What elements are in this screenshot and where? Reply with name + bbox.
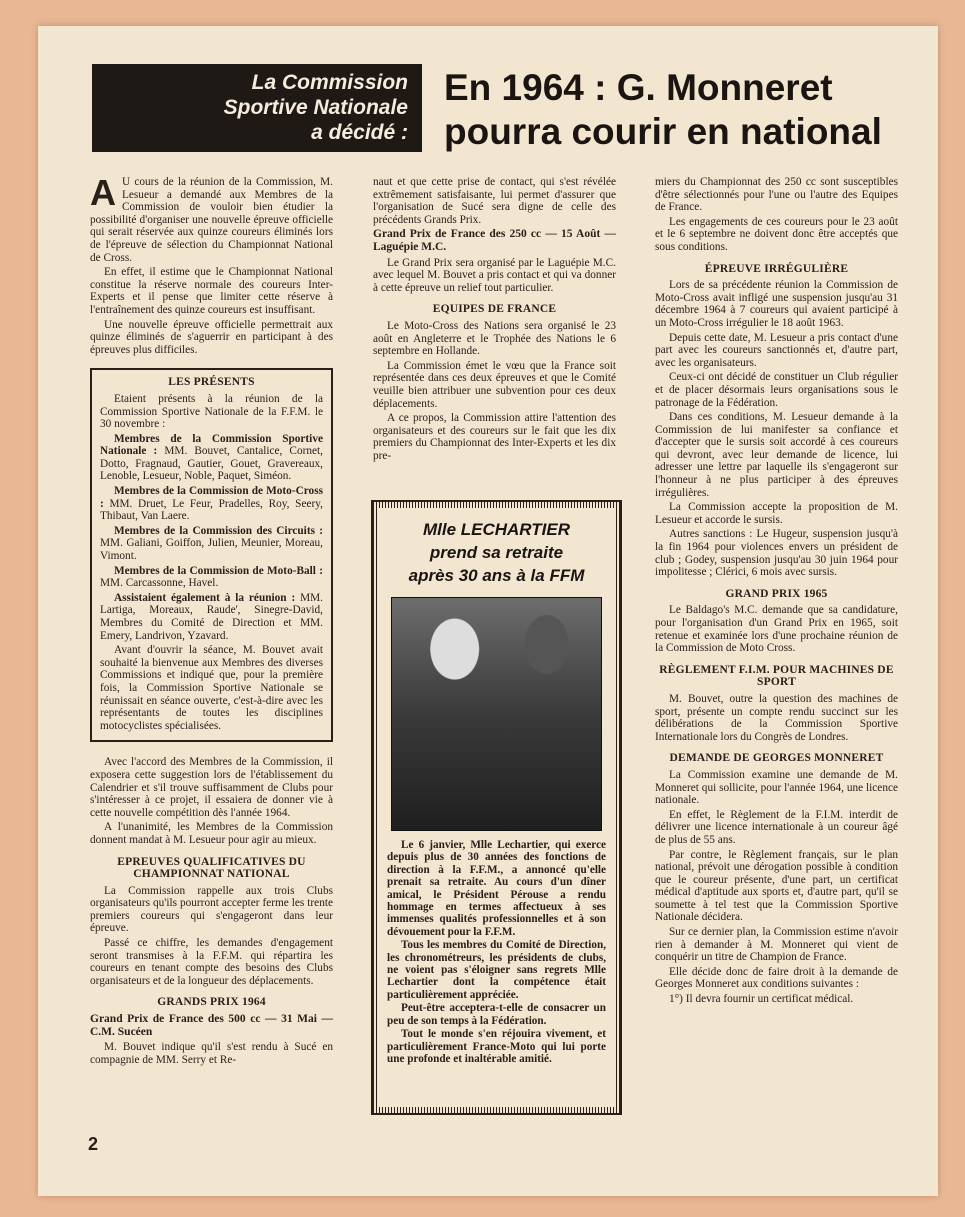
paragraph: La Commission émet le vœu que la France soit représentée dans ces deux épreuves et que le Comité veuille bien attribuer une subvention pour ces deux déplacements. — [373, 359, 616, 410]
kicker-line-2: Sportive Nationale — [223, 96, 408, 119]
drop-cap: A — [90, 172, 116, 213]
feature-inner — [379, 508, 614, 1107]
paragraph: M. Bouvet indique qu'il s'est rendu à Sucé en compagnie de MM. Serry et Re- — [90, 1041, 333, 1066]
sub-heading: Grand Prix de France des 250 cc — 15 Août — Laguépie M.C. — [373, 228, 616, 253]
paragraph: Passé ce chiffre, les demandes d'engagement seront transmises à la F.F.M. qui répartira les coureurs en tenant compte des besoins des Clubs organisateurs et de la longueur des déplacements. — [90, 937, 333, 987]
attendee-group: Membres de la Commission de Moto-Ball : MM. Carcassonne, Havel. — [100, 564, 323, 590]
paragraph: A ce propos, la Commission attire l'attention des organisateurs et des coureurs sur le fait que les dix premiers du Championnat des Inter-Experts et les dix pre- — [373, 412, 616, 462]
paragraph: La Commission examine une demande de M. Monneret qui sollicite, pour l'année 1964, une licence nationale. — [655, 768, 898, 807]
kicker-line-1: La Commission — [251, 71, 408, 94]
paragraph: Etaient présents à la réunion de la Commission Sportive Nationale de la F.F.M. le 30 novembre : — [100, 392, 323, 431]
intro-paragraph: A U cours de la réunion de la Commission, M. Lesueur a demandé aux Membres de la Commission de vouloir bien étudier la possibilité d'organiser une nouvelle épreuve officielle qui serait réservée aux quinze coureurs éliminés lors de l'épreuve de sélection du Championnat National de Cross. — [90, 172, 333, 264]
paragraph: La Commission rappelle aux trois Clubs organisateurs qu'ils pourront accepter ferme les trente premiers coureurs qui s'engageront dans leur épreuve. — [90, 884, 333, 935]
feature-title-line: Mlle LECHARTIER — [422, 520, 571, 539]
feature-title-line: après 30 ans à la FFM — [408, 566, 585, 585]
paragraph: naut et que cette prise de contact, qui s'est révélée extrêmement satisfaisante, lui permet d'assurer que l'organisation de Sucé sera digne de celle des précédents Grands Prix. — [373, 176, 616, 226]
section-heading: GRAND PRIX 1965 — [725, 587, 828, 600]
feature-photo — [391, 597, 602, 831]
headline — [444, 66, 914, 154]
paragraph: En effet, le Règlement de la F.I.M. interdit de délivrer une licence internationale à un coureur âgé de plus de 55 ans. — [655, 808, 898, 846]
section-heading: RÈGLEMENT F.I.M. POUR MACHINES DE SPORT — [659, 663, 894, 689]
paragraph: M. Bouvet, outre la question des machines de sport, présente un compte rendu succinct sur les délibérations de la Commission Sportive Internationale lors du Congrès de Londres. — [655, 692, 898, 743]
column-2 — [373, 176, 616, 464]
section-heading: EPREUVES QUALIFICATIVES DU CHAMPIONNAT NATIONAL — [117, 855, 306, 881]
paragraph: Autres sanctions : Le Hugeur, suspension jusqu'à la fin 1964 pour violences envers un président de club ; Godey, suspension jusqu'au 30 juin 1964 pour impolitesse ; Clérici, 6 mois avec sursis. — [655, 528, 898, 579]
feature-title — [387, 518, 606, 587]
feature-text — [387, 839, 606, 1065]
paragraph: Les engagements de ces coureurs pour le 23 août et le 6 septembre ne doivent donc être acceptés que sous conditions. — [655, 215, 898, 253]
attendee-group: Membres de la Commission des Circuits : MM. Galiani, Goiffon, Julien, Meunier, Moreau, Vimont. — [100, 524, 323, 563]
paragraph: Tout le monde s'en réjouira vivement, et particulièrement France-Moto qui lui porte une profonde et inaltérable amitié. — [387, 1028, 606, 1065]
paragraph: Le 6 janvier, Mlle Lechartier, qui exerce depuis plus de 30 années des fonctions de direction à la F.F.M., a annoncé qu'elle prenait sa retraite. Au cours d'un dîner amical, le Président Pérouse a rendu hommage en termes affectueux à ses immenses qualités professionnelles et à son dévouement pour la F.F.M. — [387, 839, 606, 938]
paragraph: Le Baldago's M.C. demande que sa candidature, pour l'organisation d'un Grand Prix en 1965, soit retenue et examinée lors d'une prochaine réunion de la Commission de Moto Cross. — [655, 604, 898, 655]
paragraph: Peut-être acceptera-t-elle de consacrer un peu de son temps à la Fédération. — [387, 1002, 606, 1027]
feature-box — [371, 500, 622, 1115]
paragraph: Sur ce dernier plan, la Commission estime n'avoir rien à demander à M. Monneret qui vient de conquérir un titre de Champion de France. — [655, 926, 898, 964]
attendee-group: Assistaient également à la réunion : MM. Lartiga, Moreaux, Raude', Sinegre-David, Membres du Comité de Direction et MM. Emery, Landrivon, Yzavard. — [100, 591, 324, 642]
paragraph: Depuis cette date, M. Lesueur a pris contact d'une part avec les coureurs sanctionnés et, d'autre part, avec les organisateurs. — [655, 331, 898, 369]
attendee-group: Membres de la Commission Sportive Nationale : MM. Bouvet, Cantalice, Cornet, Dotto, Fragnaud, Gautier, Gouet, Gravereaux, Lenoble, Lesueur, Noble, Paquet, Siméon. — [100, 432, 323, 483]
paragraph: La Commission accepte la proposition de M. Lesueur et accorde le sursis. — [655, 501, 898, 526]
paragraph: Tous les membres du Comité de Direction, les chronométreurs, les présidents de clubs, ne voient pas s'éloigner sans regrets Mlle Lechartier dont la compétence était particulièrement appréciée. — [387, 939, 606, 1001]
paragraph: Avec l'accord des Membres de la Commission, il exposera cette suggestion lors de l'établissement du Calendrier et s'il trouve suffisamment de Clubs pour s'intéresser à ce projet, il essaiera de donner vie à cette nouvelle compétition dès l'année 1964. — [90, 756, 333, 819]
paragraph: Le Moto-Cross des Nations sera organisé le 23 août en Angleterre et le Trophée des Nations le 6 septembre en Hollande. — [373, 319, 616, 358]
headline-line-1: En 1964 : G. Monneret — [444, 67, 833, 108]
paragraph: Elle décide donc de faire droit à la demande de Georges Monneret aux conditions suivantes : — [655, 965, 898, 991]
paragraph: Lors de sa précédente réunion la Commission de Moto-Cross avait infligé une suspension jusqu'au 31 décembre 1964 à 7 coureurs qui avaient participé à un Moto-Cross irrégulier le 18 août 1963. — [655, 279, 898, 329]
section-heading: EQUIPES DE FRANCE — [432, 303, 557, 316]
paragraph: miers du Championnat des 250 cc sont susceptibles d'être sélectionnés pour l'une ou l'autre des Equipes de France. — [655, 176, 898, 214]
sub-heading: Grand Prix de France des 500 cc — 31 Mai — C.M. Sucéen — [90, 1013, 333, 1038]
paragraph: Ceux-ci ont décidé de constituer un Club régulier et de placer désormais leurs organisations sous le patronage de la Fédération. — [655, 371, 898, 409]
column-3 — [655, 176, 898, 1008]
paragraph: Dans ces conditions, M. Lesueur demande à la Commission de lui manifester sa confiance et d'accepter que le sursis soit accordé à ces coureurs qui devront, avec leur demande de licence, lui adresser une lettre par laquelle ils s'engageront sur l'honneur à ne plus participer à des épreuves irrégulières. — [655, 411, 898, 499]
paragraph: Le Grand Prix sera organisé par le Laguépie M.C. avec lequel M. Bouvet a pris contact et qui va donner à cette épreuve un relief tout particulier. — [373, 256, 616, 294]
kicker-line-3: a décidé : — [311, 121, 408, 144]
paragraph: Avant d'ouvrir la séance, M. Bouvet avait souhaité la bienvenue aux Membres des diverses Commissions et indiqué que, pour la première fois, la Commission Sportive Nationale se réunissait en séance ouverte, c'est-à-dire avec les représentants de toutes les disciplines motocyclistes spécialisées. — [100, 644, 323, 732]
headline-line-2: pourra courir en national — [444, 111, 882, 152]
attendee-group: Membres de la Commission de Moto-Cross : MM. Druet, Le Feur, Pradelles, Roy, Seery, Thibaut, Van Laere. — [100, 485, 323, 523]
paragraph: Par contre, le Règlement français, sur le plan national, prévoit une dérogation possible à condition que le coureur présente, d'une part, un certificat médical d'aptitude aux sports et, d'autre part, qu'il se soumette à tel test que la Commission Sportive Nationale décidera. — [655, 848, 898, 924]
kicker-banner — [92, 64, 422, 152]
section-heading: GRANDS PRIX 1964 — [157, 996, 266, 1009]
paragraph: 1°) Il devra fournir un certificat médical. — [669, 993, 854, 1006]
attendees-box — [90, 368, 333, 742]
column-1 — [90, 172, 333, 1068]
section-heading: ÉPREUVE IRRÉGULIÈRE — [704, 262, 849, 275]
paragraph: Une nouvelle épreuve officielle permettrait aux quinze éliminés de s'aguerrir en participant à des épreuves plus difficiles. — [90, 318, 333, 356]
section-heading: DEMANDE DE GEORGES MONNERET — [669, 752, 884, 765]
paragraph: En effet, il estime que le Championnat National constitue la réserve normale des coureurs Inter-Experts et il pense que limiter cette réserve à l'entraînement des quinze coureurs est insuffisant. — [90, 266, 333, 316]
page-number: 2 — [88, 1134, 99, 1154]
feature-title-line: prend sa retraite — [429, 543, 564, 562]
paragraph: A l'unanimité, les Membres de la Commission donnent mandat à M. Lesueur pour agir au mieux. — [90, 821, 333, 846]
box-title: LES PRÉSENTS — [168, 376, 255, 389]
